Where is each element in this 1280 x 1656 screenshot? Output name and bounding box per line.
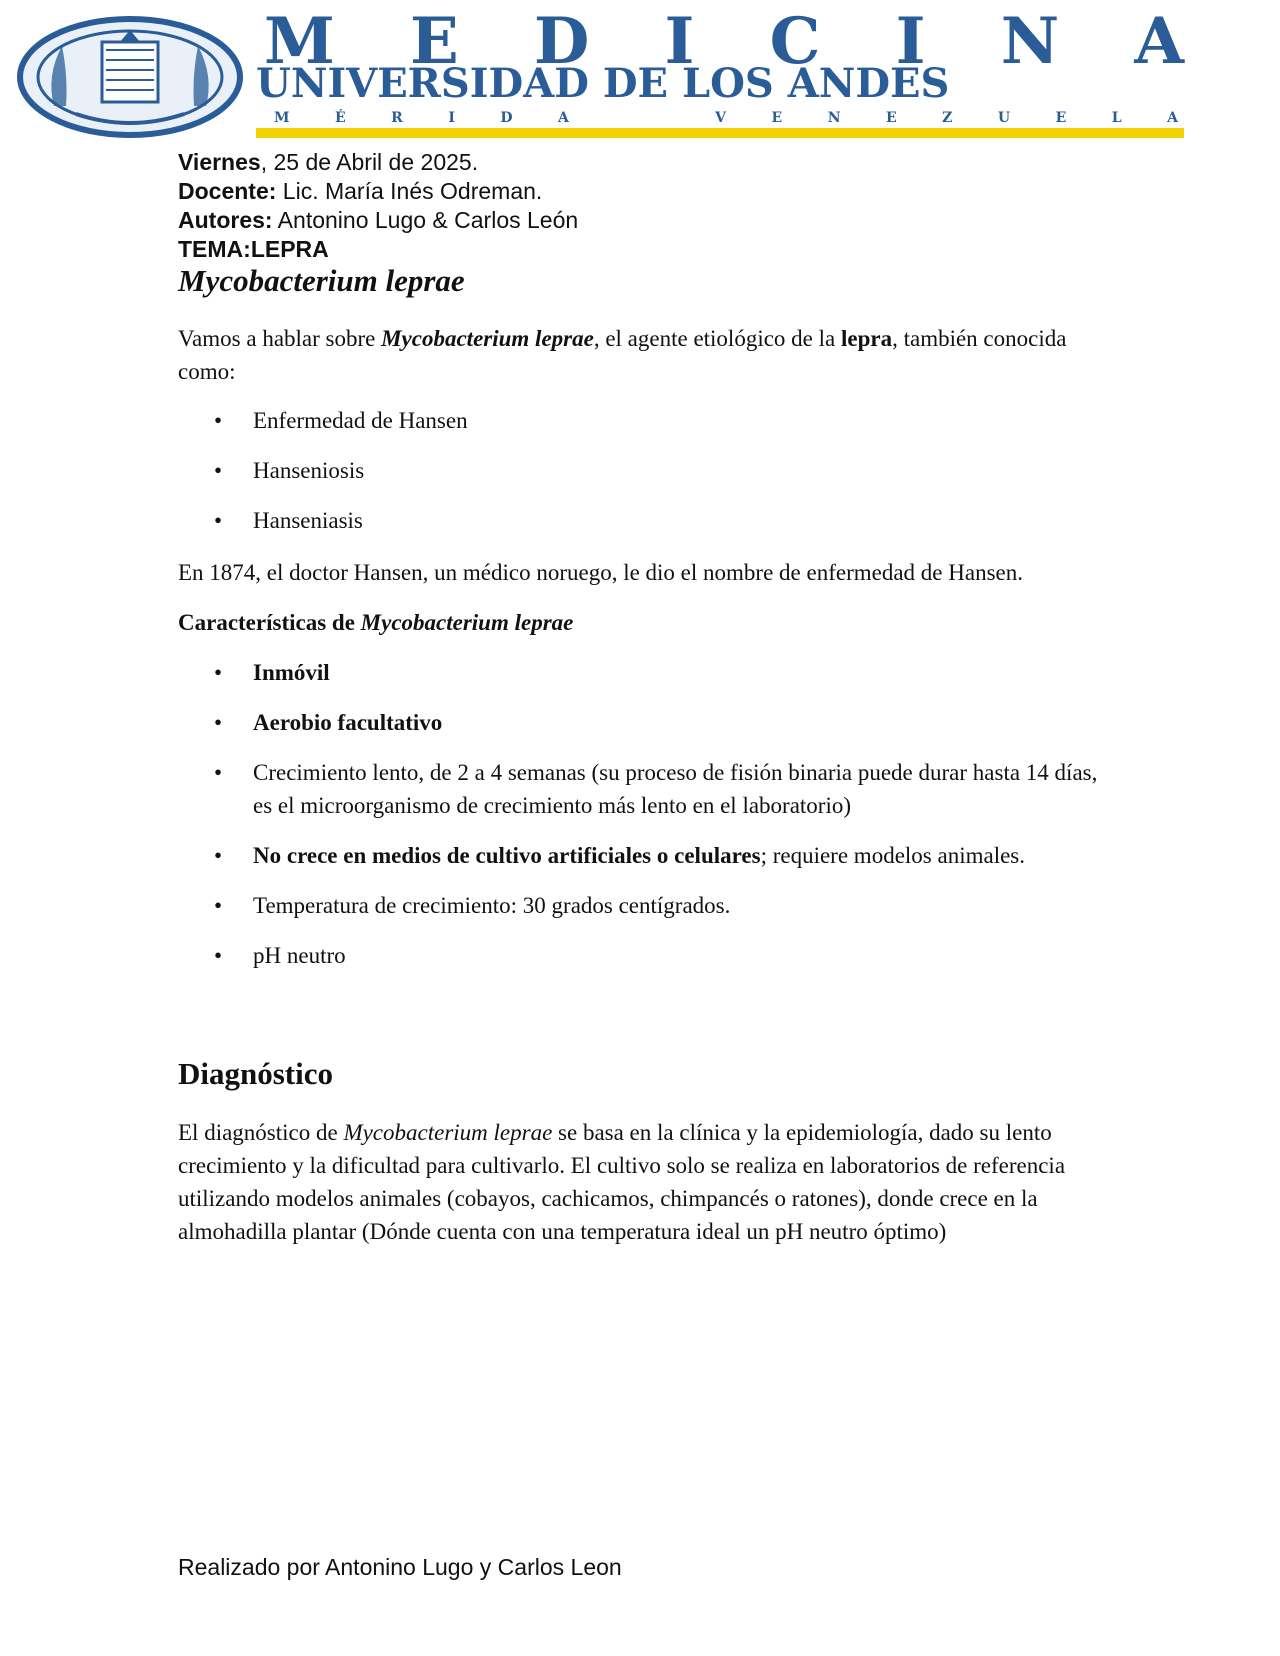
wordmark-letter: N <box>827 110 841 126</box>
species-heading: Mycobacterium leprae <box>178 263 465 298</box>
wordmark-letter: Z <box>942 110 953 126</box>
wordmark-letter: A <box>1167 110 1178 126</box>
characteristics-list <box>178 656 1098 989</box>
meta-topic: TEMA:LEPRA <box>178 236 329 262</box>
list-item: • No crece en medios de cultivo artificiales o celulares; requiere modelos animales. <box>178 839 1098 872</box>
wordmark-letter: E <box>1055 110 1067 126</box>
list-item: • Inmóvil <box>178 656 1098 689</box>
meta-authors: Autores: Antonino Lugo & Carlos León <box>178 207 579 233</box>
wordmark-location <box>274 110 1178 126</box>
wordmark-letter: A <box>558 110 569 126</box>
wordmark-letter: E <box>885 110 897 126</box>
wordmark-letter: V <box>715 110 727 126</box>
wordmark-letter: D <box>500 110 513 126</box>
list-item: • pH neutro <box>178 939 1098 972</box>
wordmark-letter <box>665 110 670 126</box>
faculty-wordmark <box>256 4 1184 140</box>
wordmark-letter: C <box>769 4 821 79</box>
wordmark-letter: E <box>409 4 459 79</box>
intro-paragraph: Vamos a hablar sobre Mycobacterium leprae, el agente etiológico de la lepra, también conocida como: <box>178 326 1067 384</box>
meta-date: Viernes, 25 de Abril de 2025. <box>178 149 479 175</box>
wordmark-letter: I <box>895 4 926 79</box>
wordmark-letter: L <box>1111 110 1122 126</box>
wordmark-letter: I <box>664 4 695 79</box>
characteristics-heading: Características de Mycobacterium leprae <box>178 610 574 635</box>
list-item: • Hanseniosis <box>178 454 1098 487</box>
meta-teacher: Docente: Lic. María Inés Odreman. <box>178 178 543 204</box>
footer-credit: Realizado por Antonino Lugo y Carlos Leon <box>178 1554 622 1580</box>
wordmark-letter <box>614 110 619 126</box>
diagnosis-heading: Diagnóstico <box>178 1056 333 1091</box>
wordmark-letter: É <box>335 110 346 126</box>
history-paragraph: En 1874, el doctor Hansen, un médico noruego, le dio el nombre de enfermedad de Hansen. <box>178 560 1023 585</box>
list-item: • Enfermedad de Hansen <box>178 404 1098 437</box>
list-item: • Aerobio facultativo <box>178 706 1098 739</box>
wordmark-letter: R <box>391 110 403 126</box>
wordmark-letter: N <box>1000 4 1060 79</box>
wordmark-letter: A <box>1134 4 1184 79</box>
header-banner <box>16 4 1184 140</box>
wordmark-letter: I <box>448 110 455 126</box>
list-item: • Temperatura de crecimiento: 30 grados centígrados. <box>178 889 1098 922</box>
wordmark-letter: M <box>274 110 290 126</box>
university-seal-logo <box>16 16 244 138</box>
wordmark-letter: U <box>997 110 1011 126</box>
wordmark-letter: D <box>533 4 590 79</box>
aliases-list <box>178 404 1098 554</box>
wordmark-university: UNIVERSIDAD DE LOS ANDES <box>256 60 950 107</box>
list-item: • Hanseniasis <box>178 504 1098 537</box>
wordmark-yellow-bar <box>256 128 1184 138</box>
wordmark-letter: E <box>771 110 783 126</box>
diagnosis-paragraph: El diagnóstico de Mycobacterium leprae se basa en la clínica y la epidemiología, dado su lento crecimiento y la dificultad para cultivarlo. El cultivo solo se realiza en laboratorios de referencia utilizando modelos animales (cobayos, cachicamos, chimpancés o ratones), donde crece en la almohadilla plantar (Dónde cuenta con una temperatura ideal un pH neutro óptimo) <box>178 1120 1066 1244</box>
document-meta <box>178 148 578 264</box>
wordmark-letter: M <box>264 4 335 79</box>
list-item: • Crecimiento lento, de 2 a 4 semanas (su proceso de fisión binaria puede durar hasta 14 días, es el microorganismo de crecimiento más lento en el laboratorio) <box>178 756 1098 822</box>
